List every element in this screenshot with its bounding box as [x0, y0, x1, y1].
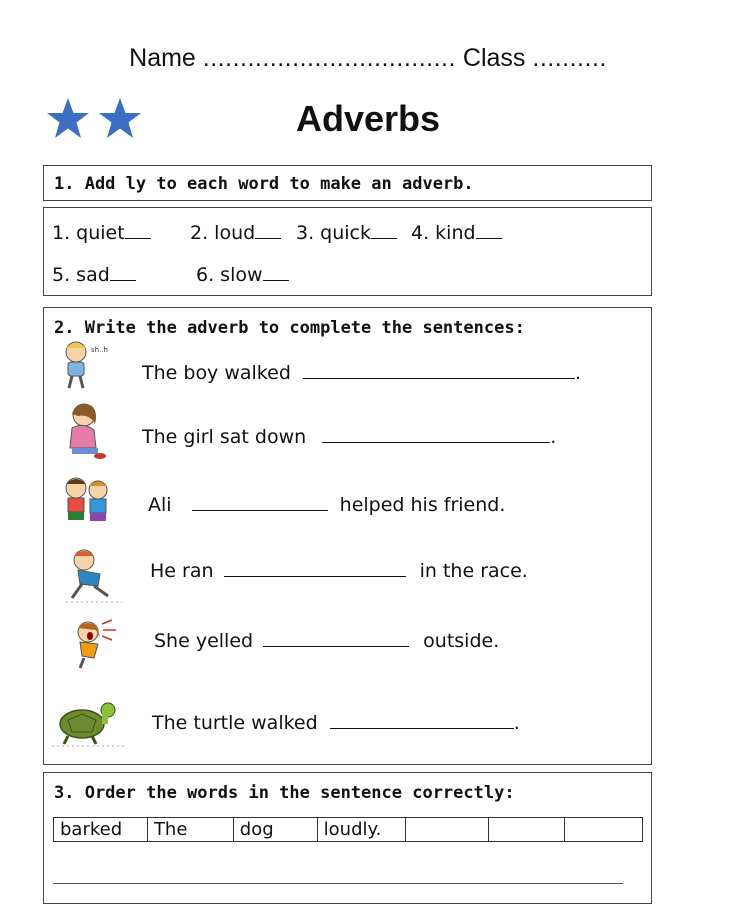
- word-cell[interactable]: barked: [54, 818, 148, 842]
- sentence-3: Ali helped his friend.: [148, 494, 506, 516]
- class-label: Class: [462, 44, 526, 72]
- section2-heading: 2. Write the adverb to complete the sentences:: [54, 318, 525, 338]
- word-cell[interactable]: [405, 818, 489, 842]
- yelling-girl-icon: [66, 616, 122, 672]
- answer-blank[interactable]: [192, 492, 328, 511]
- section3-box: [43, 772, 652, 904]
- answer-blank[interactable]: [110, 262, 136, 281]
- answer-line[interactable]: [53, 883, 623, 884]
- answer-blank[interactable]: [224, 558, 406, 577]
- answer-blank[interactable]: [263, 628, 409, 647]
- sentence-4: He ran in the race.: [150, 560, 528, 582]
- class-dots: ..........: [532, 44, 607, 72]
- running-boy-icon: [64, 546, 124, 606]
- item-loud[interactable]: 2. loud: [190, 220, 281, 244]
- section1-heading-box: [43, 165, 652, 201]
- word-cell[interactable]: The: [147, 818, 233, 842]
- answer-blank[interactable]: [255, 220, 281, 239]
- section3-heading: 3. Order the words in the sentence correctly:: [54, 783, 515, 803]
- sentence-2: The girl sat down .: [142, 426, 557, 448]
- section2-box: [43, 307, 652, 765]
- sentence-5: She yelled outside.: [154, 630, 500, 652]
- walking-boy-icon: [58, 338, 118, 394]
- word-cell[interactable]: [565, 818, 643, 842]
- answer-blank[interactable]: [330, 710, 514, 729]
- word-cell[interactable]: dog: [233, 818, 317, 842]
- answer-blank[interactable]: [371, 220, 397, 239]
- answer-blank[interactable]: [476, 220, 502, 239]
- sentence-1: The boy walked .: [142, 362, 581, 384]
- name-label: Name: [129, 44, 196, 72]
- word-order-table: [53, 817, 643, 842]
- page-title: Adverbs: [295, 98, 441, 139]
- answer-blank[interactable]: [263, 262, 289, 281]
- sitting-girl-icon: [62, 400, 112, 462]
- section1-heading: 1. Add ly to each word to make an adverb.: [54, 174, 474, 194]
- item-sad[interactable]: 5. sad: [52, 262, 136, 286]
- section1-items-box: [43, 207, 652, 296]
- turtle-icon: [52, 692, 126, 748]
- answer-blank[interactable]: [322, 424, 550, 443]
- two-friends-icon: [60, 474, 116, 526]
- sentence-6: The turtle walked .: [152, 712, 520, 734]
- name-class-line: [0, 44, 736, 73]
- item-kind[interactable]: 4. kind: [411, 220, 502, 244]
- item-slow[interactable]: 6. slow: [196, 262, 289, 286]
- answer-blank[interactable]: [125, 220, 151, 239]
- answer-blank[interactable]: [303, 360, 575, 379]
- item-quick[interactable]: 3. quick: [296, 220, 397, 244]
- svg-text:sh..h: sh..h: [91, 346, 108, 354]
- word-cell[interactable]: [489, 818, 565, 842]
- word-cell[interactable]: loudly.: [317, 818, 405, 842]
- item-quiet[interactable]: 1. quiet: [52, 220, 151, 244]
- name-dots: ..................................: [202, 44, 456, 72]
